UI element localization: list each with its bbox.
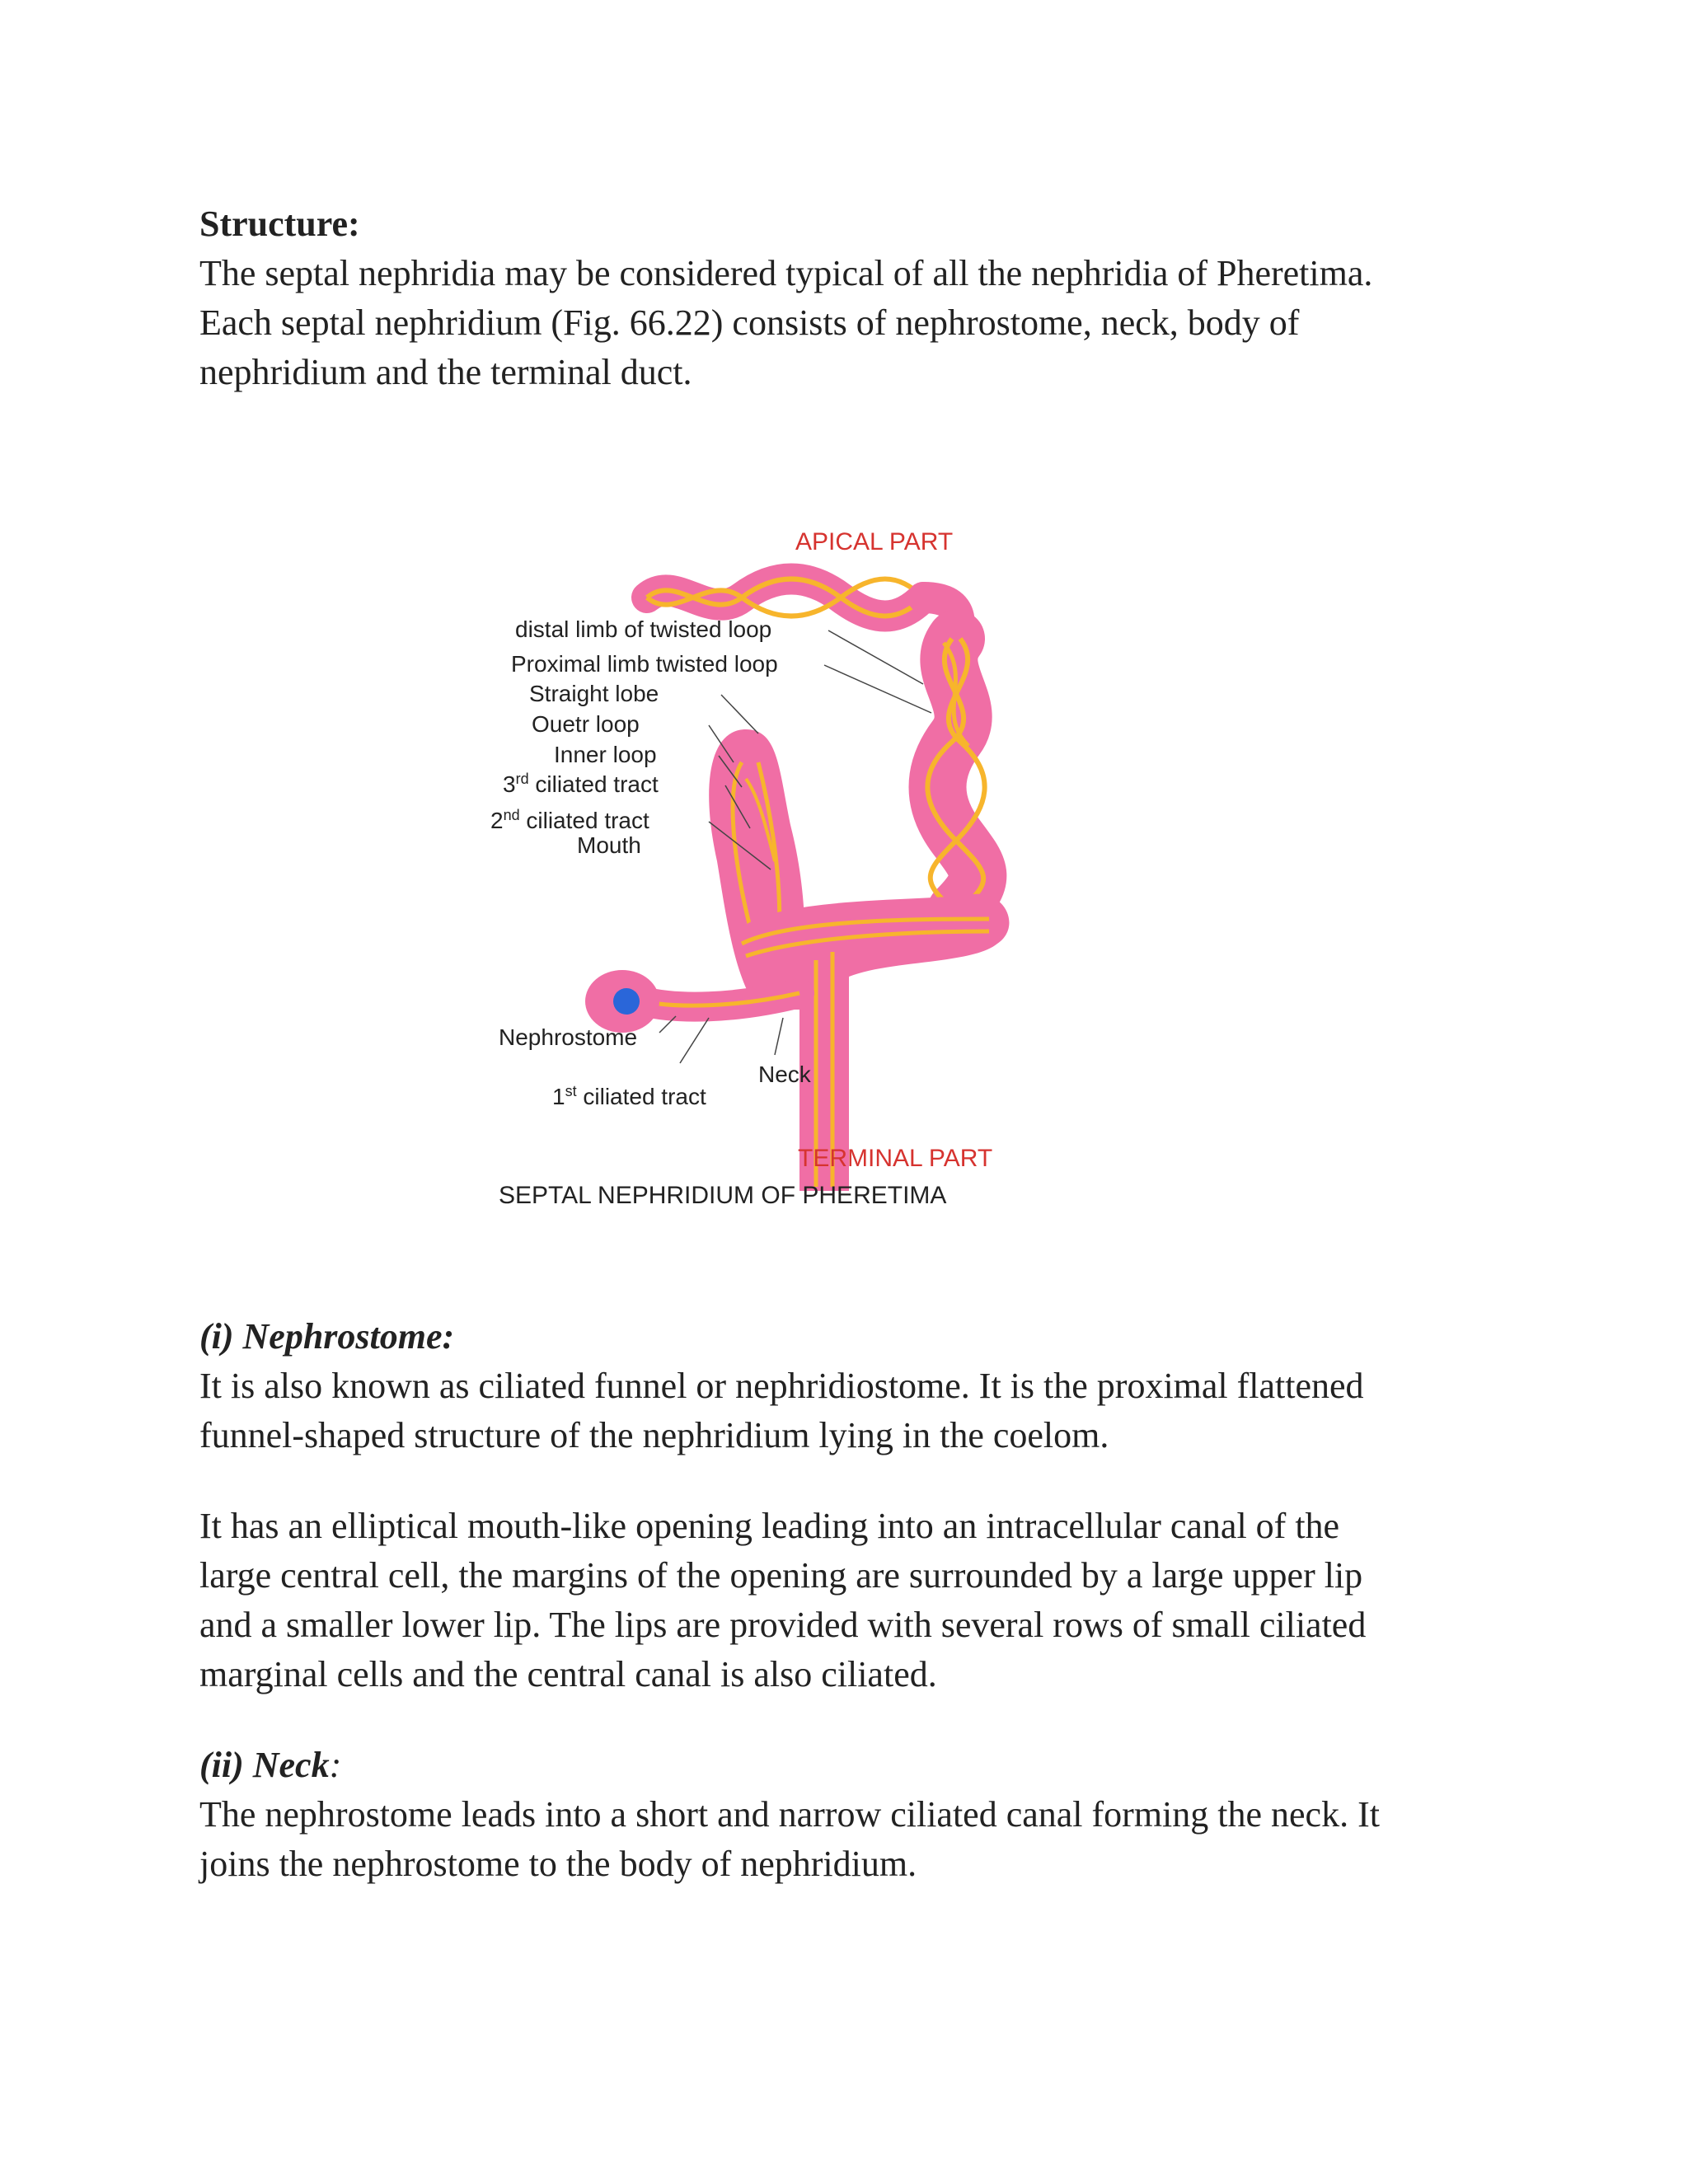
text-line: It is also known as ciliated funnel or nephridiostome. It is the proximal flattened [199,1366,1364,1406]
second-ciliated-tract-label: 2nd ciliated tract [490,807,649,833]
neck-heading-row [199,1741,1535,1790]
third-ciliated-tract-label: 3rd ciliated tract [503,771,659,797]
structure-line: Each septal nephridium (Fig. 66.22) consists of nephrostome, neck, body of [199,302,1300,343]
structure-line: The septal nephridia may be considered typical of all the nephridia of Pheretima. [199,253,1373,293]
neck-paragraph [199,1790,1535,1889]
text-line: and a smaller lower lip. The lips are provided with several rows of small ciliated [199,1605,1367,1645]
text-line: large central cell, the margins of the opening are surrounded by a large upper lip [199,1555,1363,1596]
twisted-loop-descending [927,639,984,915]
figure-caption: SEPTAL NEPHRIDIUM OF PHERETIMA [499,1182,947,1209]
inner-loop-label: Inner loop [554,742,657,767]
nephrostome-funnel [585,970,659,1033]
mouth-label: Mouth [577,832,641,858]
nephridium-diagram [462,515,1055,1224]
neck-heading: (ii) Neck [199,1745,330,1785]
text-line: marginal cells and the central canal is also ciliated. [199,1654,937,1694]
proximal-limb-label: Proximal limb twisted loop [511,651,778,677]
mouth-opening [613,988,640,1015]
apical-part-label: APICAL PART [795,528,954,555]
text-line: It has an elliptical mouth-like opening leading into an intracellular canal of the [199,1506,1340,1546]
text-line: funnel-shaped structure of the nephridium lying in the coelom. [199,1415,1109,1455]
terminal-part-label: TERMINAL PART [798,1145,993,1172]
distal-limb-label: distal limb of twisted loop [515,616,772,642]
nephrostome-heading: (i) Nephrostome: [199,1316,455,1357]
neck-label: Neck [758,1062,811,1087]
text-line: The nephrostome leads into a short and narrow ciliated canal forming the neck. It [199,1794,1380,1835]
structure-heading: Structure: [199,204,360,244]
straight-lobe-label: Straight lobe [529,681,659,706]
outer-loop-label: Ouetr loop [532,711,640,737]
structure-paragraph [199,249,1535,397]
structure-line: nephridium and the terminal duct. [199,352,692,392]
septal-nephridium-figure [462,515,1055,1224]
neck-heading-colon: : [329,1745,342,1785]
nephrostome-paragraph-2 [199,1502,1535,1699]
neck-canal [643,993,799,1007]
text-line: joins the nephrostome to the body of nephridium. [199,1844,917,1884]
nephrostome-paragraph-1 [199,1361,1535,1460]
first-ciliated-tract-label: 1st ciliated tract [552,1083,706,1109]
nephrostome-label: Nephrostome [499,1024,638,1050]
